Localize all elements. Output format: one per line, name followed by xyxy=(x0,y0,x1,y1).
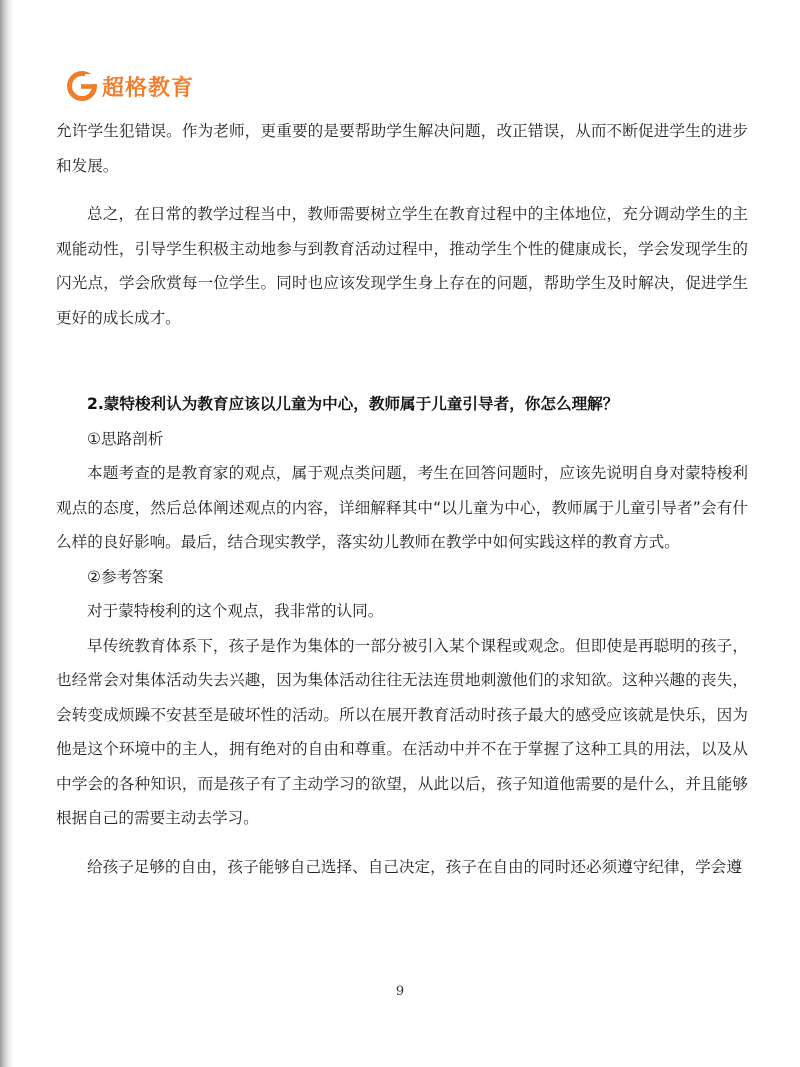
answer-paragraph: 早传统教育体系下，孩子是作为集体的一部分被引入某个课程或观念。但即使是再聪明的孩子，也经常会对集体活动失去兴趣，因为集体活动往往无法连贯地刺激他们的求知欲。这种兴趣的丧失，会转变成烦躁不安甚至是破坏性的活动。所以在展开教育活动时孩子最大的感受应该就是快乐，因为他是这个环境中的主人，拥有绝对的自由和尊重。在活动中并不在于掌握了这种工具的用法，以及从中学会的各种知识，而是孩子有了主动学习的欲望，从此以后，孩子知道他需要的是什么，并且能够根据自己的需要主动去学习。 xyxy=(56,636,748,827)
logo-icon xyxy=(66,70,98,102)
answer-heading: ②参考答案 xyxy=(87,567,164,586)
question-title: 2.蒙特梭利认为教育应该以儿童为中心，教师属于儿童引导者，你怎么理解？ xyxy=(87,395,619,413)
answer-paragraph: 对于蒙特梭利的这个观点，我非常的认同。 xyxy=(87,602,384,620)
paragraph-continuation: 允许学生犯错误。作为老师，更重要的是要帮助学生解决问题，改正错误，从而不断促进学生的进步和发展。 xyxy=(56,122,748,175)
analysis-heading: ①思路剖析 xyxy=(87,429,164,448)
page-edge-shadow xyxy=(0,0,14,1067)
document-body xyxy=(56,114,748,884)
logo-text: 超格教育 xyxy=(102,75,195,101)
answer-paragraph: 给孩子足够的自由，孩子能够自己选择、自己决定，孩子在自由的同时还必须遵守纪律，学会遵 xyxy=(87,857,742,876)
page-number: 9 xyxy=(395,984,405,999)
analysis-text: 本题考查的是教育家的观点，属于观点类问题，考生在回答问题时，应该先说明自身对蒙特梭利观点的态度，然后总体阐述观点的内容，详细解释其中“以儿童为中心，教师属于儿童引导者”会有什么样的良好影响。最后，结合现实教学，落实幼儿教师在教学中如何实践这样的教育方式。 xyxy=(56,464,748,551)
brand-logo xyxy=(66,68,194,104)
paragraph-summary: 总之，在日常的教学过程当中，教师需要树立学生在教育过程中的主体地位，充分调动学生的主观能动性，引导学生积极主动地参与到教育活动过程中，推动学生个性的健康成长，学会发现学生的闪光点，学会欣赏每一位学生。同时也应该发现学生身上存在的问题，帮助学生及时解决，促进学生更好的成长成才。 xyxy=(56,205,748,327)
